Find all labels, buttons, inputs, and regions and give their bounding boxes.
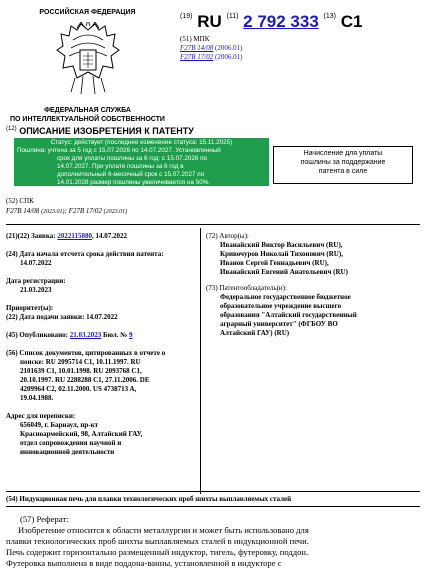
mpk-code-link[interactable]: F27B 17/02: [180, 53, 214, 61]
divider: [6, 224, 420, 225]
abstract-label: (57) Реферат:: [20, 514, 69, 524]
header-right: [180, 6, 420, 62]
header-left: [0, 0, 175, 124]
mpk-code-link[interactable]: F27B 14/08: [180, 44, 214, 52]
abstract: (57) Реферат: Изобретение относится к области металлургии и может быть использовано для плавки технологических проб шихты выплавляемых сталей в индукционной печи. Печь содержит горизонтально размещенный индуктор, тигель, футеровку, поддон. Футеровка выполнена в виде поддона-ванны, установленной в индукторе с: [6, 514, 420, 569]
service-name: ФЕДЕРАЛЬНАЯ СЛУЖБА ПО ИНТЕЛЛЕКТУАЛЬНОЙ СОБСТВЕННОСТИ: [10, 107, 165, 123]
patent-number-link[interactable]: 2 792 333: [243, 12, 319, 31]
status-box: Статус: действует (последнее изменение статуса: 15.11.2025) Пошлина: учтена за 5 год с 15.07.2026 по 14.07.2027. Установленный срок для уплаты пошлины за 6 год: с 15.07.2026 по 14.07.2027. При уплате пошлины за 6 год в дополнительный 6-месячный срок с 15.07.2027 по 14.01.2028 размер пошлины увеличивается на 50%.: [14, 138, 269, 186]
mpk-block: (51) МПК F27B 14/08 (2006.01) F27B 17/02 (2006.01): [180, 35, 243, 61]
application-number-link[interactable]: 2022115080: [57, 232, 92, 240]
spk-block: (52) СПК F27B 14/08 (2023.01); F27B 17/02 (2023.01): [6, 197, 128, 215]
left-column: (21)(22) Заявка: 2022115080, 14.07.2022 (24) Дата начала отсчета срока действия патента: 14.07.2022 Дата регистрации: 21.03.2023 Приоритет(ы): (22) Дата подачи заявки: 14.07.2022 (45) Опубликовано: 21.03.2023 Бюл. № 9 (56) Список документов, цитированных в отчете о поиске: RU 2095714 C1, 10.11.1997. RU 2101639 C1, 10.01.1998. RU 2093768 C1, 20.10.1997. RU 2288288 C1, 27.11.2006. DE 4209964 C2, 02.11.2000. US 4738713 A, 19.04.1988. Адрес для переписки: 656049, г. Барнаул, пр-кт Красноармейский, 98, Алтайский ГАУ, отдел сопровождения научной и инновационной деятельности: [6, 232, 166, 456]
spk-code: F27B 17/02: [68, 207, 102, 215]
spk-code: F27B 14/08: [6, 207, 40, 215]
publication-date-link[interactable]: 21.03.2023: [69, 331, 102, 339]
divider: [6, 506, 420, 507]
kind-code: C1: [340, 12, 363, 31]
column-divider: [200, 228, 201, 494]
patent-number-line: $^{(19)}$ RU $^{(11)}$ 2 792 333 $^{(13)}$ C1: [180, 12, 363, 31]
divider: [6, 491, 420, 492]
country-code: RU: [197, 12, 222, 31]
fee-calculation-button[interactable]: Начисление для уплаты пошлины за поддержание патента в силе: [273, 146, 413, 184]
country-name: РОССИЙСКАЯ ФЕДЕРАЦИЯ: [39, 9, 136, 16]
right-column: (72) Автор(ы): Иванайский Виктор Васильевич (RU), Кривочуров Николай Тихонович (RU), Иванов Сергей Геннадьевич (RU), Иванайский Евгений Анатольевич (RU) (73) Патентообладатель(и): Федеральное государственное бюджетное образовательное учреждение высшего образования "Алтайский государственный аграрный университет" (ФГБОУ ВО Алтайский ГАУ) (RU): [206, 232, 357, 337]
bulletin-number-link[interactable]: 9: [129, 331, 133, 339]
document-title: $^{(12)}$ ОПИСАНИЕ ИЗОБРЕТЕНИЯ К ПАТЕНТУ: [6, 126, 194, 136]
invention-title: (54) Индукционная печь для плавки технологических проб шихты выплавляемых сталей: [6, 495, 292, 503]
coat-of-arms-emblem: [53, 22, 123, 102]
